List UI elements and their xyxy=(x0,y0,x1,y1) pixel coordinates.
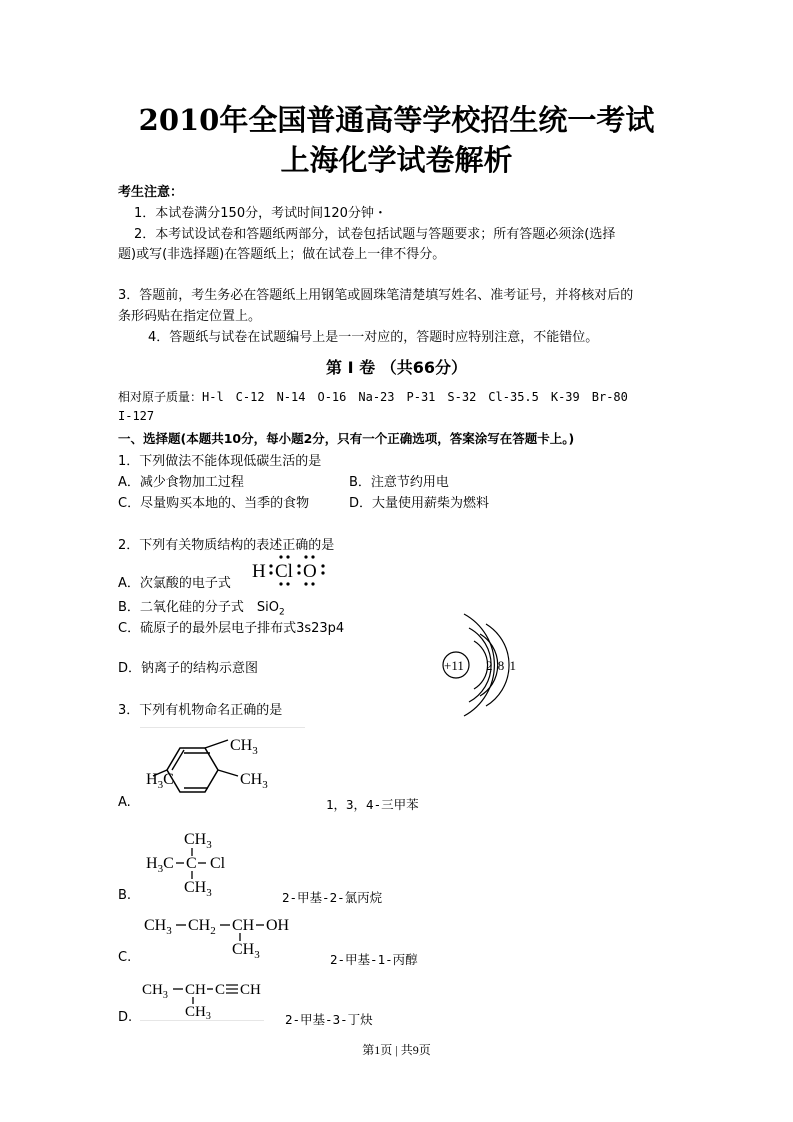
d-c: C xyxy=(215,982,226,998)
sodium-ion-diagram xyxy=(436,608,546,718)
b-bottom: $CH_3$ xyxy=(184,879,212,896)
q3-c-structure xyxy=(140,912,310,962)
q3-a-label: A. xyxy=(118,795,131,810)
q3-d-label: D. xyxy=(118,1010,133,1025)
q2-option-b-text: B．二氧化硅的分子式 SiO xyxy=(118,600,280,615)
c-ch2: $CH_2$ xyxy=(188,917,216,937)
q1-stem: 1．下列做法不能体现低碳生活的是 xyxy=(118,454,322,469)
q2-option-a: A．次氯酸的电子式 xyxy=(118,576,231,591)
d-ch-end: CH xyxy=(240,982,261,998)
q3-b-label: B. xyxy=(118,888,132,903)
h3c-left: $H_3C$ xyxy=(146,771,174,791)
b-c: C xyxy=(186,855,197,872)
hclo-electron-formula xyxy=(250,553,340,587)
shell-electron-counts: 2 8 1 xyxy=(486,658,517,673)
hclo-o: O xyxy=(303,561,317,582)
page-title-line1: 2010年全国普通高等学校招生统一考试 xyxy=(138,103,655,137)
notice-item-3a: 3．答题前，考生务必在答题纸上用钢笔或圆珠笔清楚填写姓名、准考证号，并将核对后的 xyxy=(118,288,634,303)
part-heading: 一、选择题(本题共10分，每小题2分，只有一个正确选项，答案涂写在答题卡上。) xyxy=(118,431,575,446)
page-title-line2: 上海化学试卷解析 xyxy=(280,143,513,177)
q3-c-name: 2-甲基-1-丙醇 xyxy=(330,952,418,967)
atomic-mass-line1: 相对原子质量：H-l C-12 N-14 O-16 Na-23 P-31 S-32 Cl-35.5 K-39 Br-80 xyxy=(118,390,628,404)
b-cl: Cl xyxy=(210,855,226,872)
c-ch3: $CH_3$ xyxy=(144,917,172,937)
q1-option-a: A．减少食物加工过程 xyxy=(118,475,244,490)
section-title: 第 I 卷 （共66分） xyxy=(326,358,467,377)
atomic-mass-line2: I-127 xyxy=(118,409,155,423)
d-ch: CH xyxy=(185,982,206,998)
b-h3c: $H_3C$ xyxy=(146,855,174,875)
notice-item-2b: 题)或写(非选择题)在答题纸上；做在试卷上一律不得分。 xyxy=(118,247,446,262)
hclo-cl: Cl xyxy=(275,561,293,582)
q3-a-name: 1，3，4-三甲苯 xyxy=(326,797,419,812)
d-branch: $CH_3$ xyxy=(185,1004,211,1022)
nucleus-label: +11 xyxy=(444,658,464,673)
q3-a-structure xyxy=(140,728,310,808)
page-footer: 第1页 | 共9页 xyxy=(362,1043,431,1057)
b-top: $CH_3$ xyxy=(184,831,212,851)
q3-d-name: 2-甲基-3-丁炔 xyxy=(285,1012,373,1027)
q3-d-structure xyxy=(140,976,280,1022)
q1-option-b: B．注意节约用电 xyxy=(349,475,449,490)
ch3-right: $CH_3$ xyxy=(240,771,268,791)
q2-option-b xyxy=(118,596,285,618)
q2-option-b-sub: 2 xyxy=(279,607,285,618)
ch3-top: $CH_3$ xyxy=(230,737,258,757)
d-ch3: $CH_3$ xyxy=(142,982,168,1001)
q1-option-c: C．尽量购买本地的、当季的食物 xyxy=(118,496,310,511)
q2-stem: 2．下列有关物质结构的表述正确的是 xyxy=(118,538,335,553)
hclo-h: H xyxy=(252,561,266,582)
q3-stem: 3．下列有机物命名正确的是 xyxy=(118,703,283,718)
c-ch: CH xyxy=(232,917,255,934)
notice-item-2a: 2．本考试设试卷和答题纸两部分，试卷包括试题与答题要求；所有答题必须涂(选择 xyxy=(134,227,616,242)
q1-option-d: D．大量使用薪柴为燃料 xyxy=(349,496,490,511)
c-branch: $CH_3$ xyxy=(232,941,260,961)
divider xyxy=(140,1020,264,1021)
c-oh: OH xyxy=(266,917,290,934)
notice-heading: 考生注意： xyxy=(118,185,184,200)
q3-c-label: C. xyxy=(118,950,132,965)
q3-b-structure xyxy=(140,826,270,896)
q2-option-d: D．钠离子的结构示意图 xyxy=(118,661,259,676)
q3-b-name: 2-甲基-2-氯丙烷 xyxy=(282,890,383,905)
notice-item-3b: 条形码贴在指定位置上。 xyxy=(118,309,262,324)
notice-item-4: 4．答题纸与试卷在试题编号上是一一对应的，答题时应特别注意，不能错位。 xyxy=(148,330,599,345)
notice-item-1: 1．本试卷满分150分，考试时间120分钟・ xyxy=(134,206,387,221)
triple-bond xyxy=(226,985,238,993)
q2-option-c: C．硫原子的最外层电子排布式3s23p4 xyxy=(118,621,345,636)
